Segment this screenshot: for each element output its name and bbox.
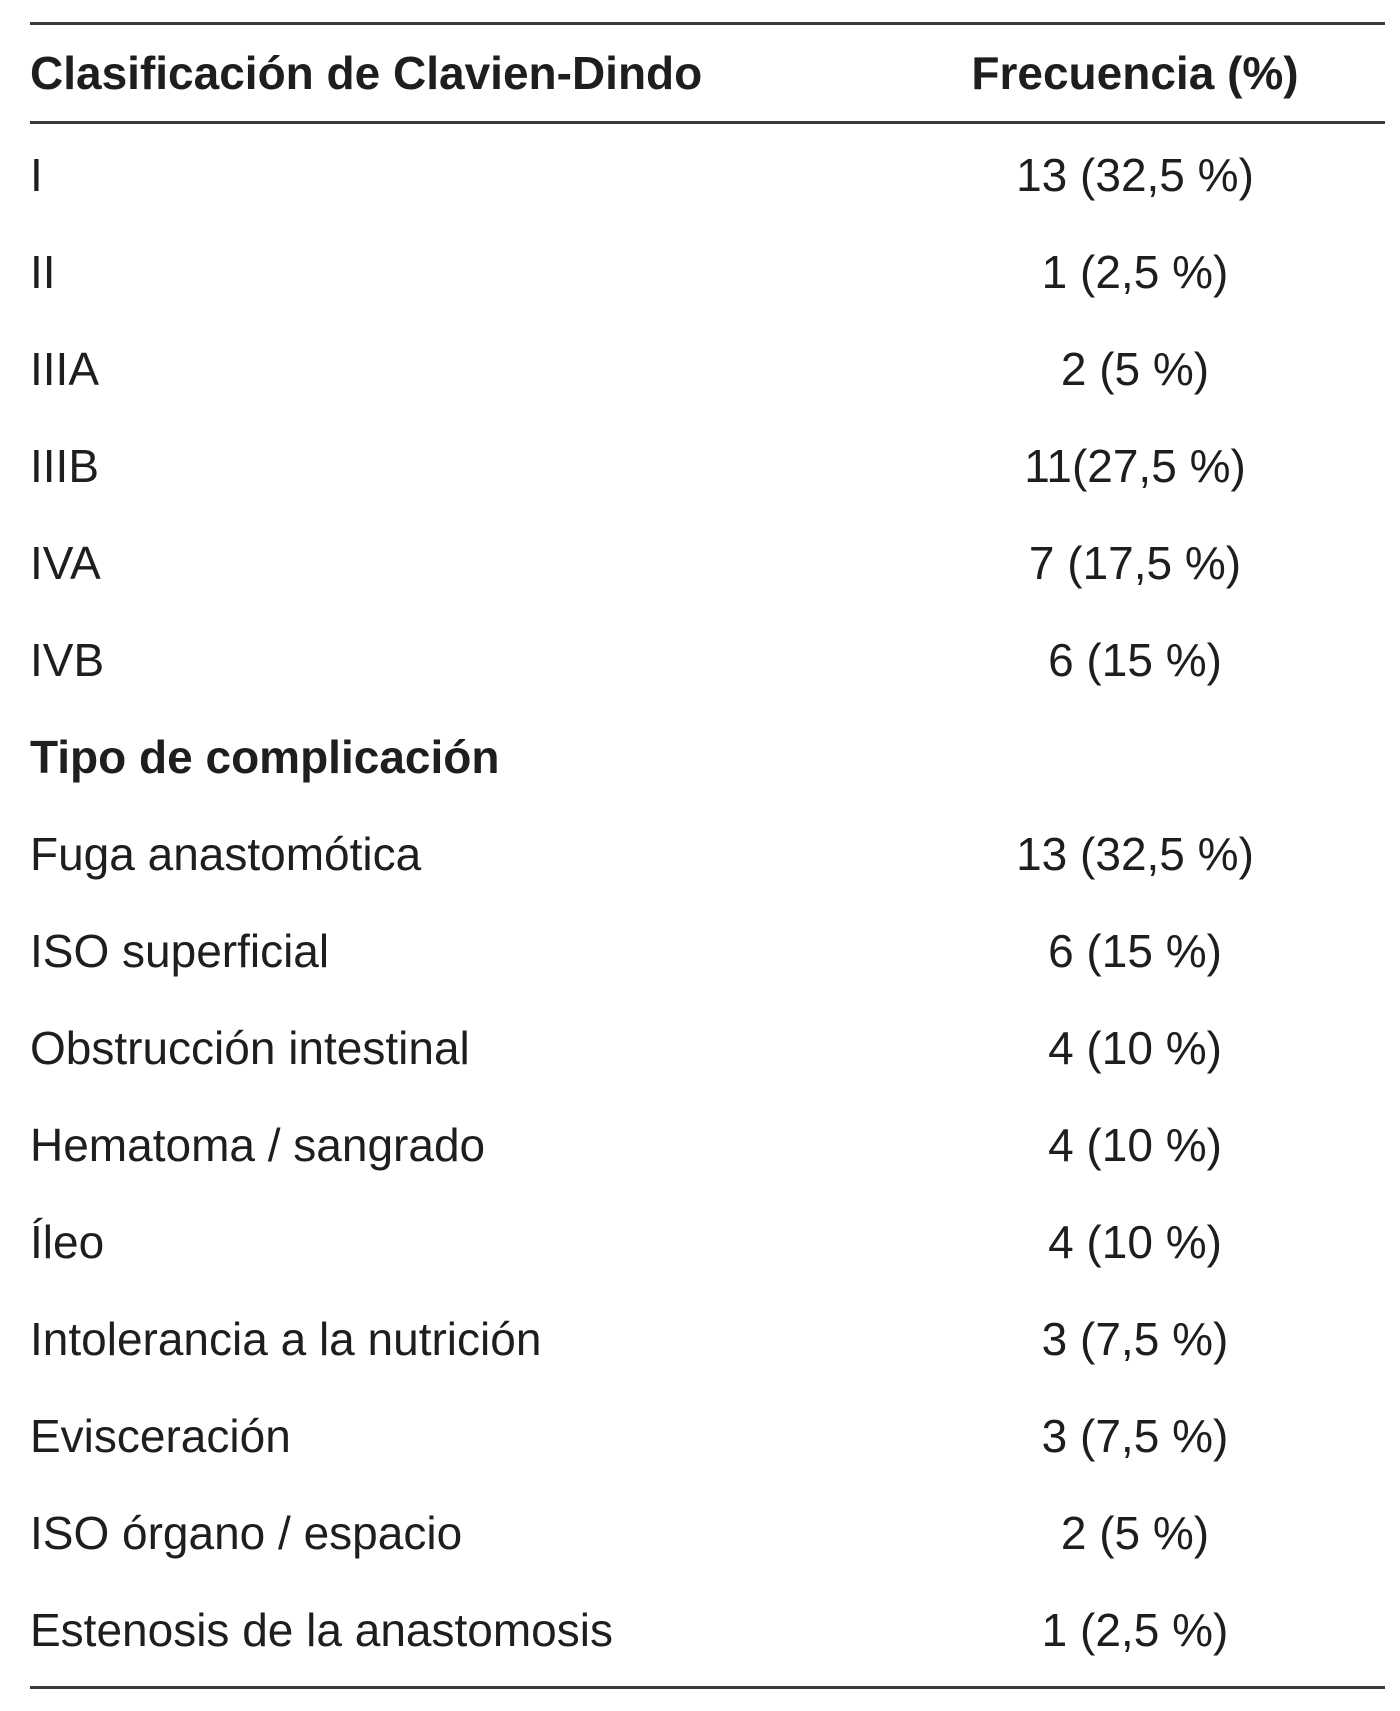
row-value: 2 (5 %) (1060, 342, 1210, 395)
section-heading-complication-type (30, 708, 1385, 805)
table-row (30, 902, 1385, 999)
row-label: Evisceración (30, 1409, 291, 1462)
row-label: Íleo (30, 1215, 105, 1268)
row-label: Obstrucción intestinal (30, 1021, 470, 1074)
table-row (30, 805, 1385, 902)
table-bottom-rule (30, 1686, 1385, 1689)
table-row (30, 1581, 1385, 1678)
row-value: 4 (10 %) (1048, 1118, 1222, 1171)
table-row (30, 999, 1385, 1096)
row-value: 11(27,5 %) (1024, 439, 1246, 492)
table-row (30, 126, 1385, 223)
row-label: Hematoma / sangrado (30, 1118, 486, 1171)
complications-table (30, 22, 1385, 1689)
row-label: II (30, 245, 56, 298)
row-label: ISO superficial (30, 924, 330, 977)
row-value: 13 (32,5 %) (1016, 827, 1254, 880)
row-label: IIIB (30, 439, 100, 492)
header-classification: Clasificación de Clavien-Dindo (30, 47, 703, 99)
row-value: 2 (5 %) (1060, 1506, 1210, 1559)
row-value: 1 (2,5 %) (1041, 245, 1229, 298)
header-frequency: Frecuencia (%) (971, 47, 1299, 99)
table-row (30, 1096, 1385, 1193)
table-row (30, 1484, 1385, 1581)
row-label: IVB (30, 633, 105, 686)
row-label: I (30, 148, 43, 201)
table-row (30, 223, 1385, 320)
row-value: 6 (15 %) (1048, 633, 1222, 686)
row-value: 13 (32,5 %) (1016, 148, 1254, 201)
row-label: IIIA (30, 342, 100, 395)
section-title: Tipo de complicación (30, 730, 500, 783)
row-label: IVA (30, 536, 101, 589)
row-label: Intolerancia a la nutrición (30, 1312, 542, 1365)
row-value: 6 (15 %) (1048, 924, 1222, 977)
row-value: 7 (17,5 %) (1028, 536, 1242, 589)
row-value: 1 (2,5 %) (1041, 1603, 1229, 1656)
table-row (30, 417, 1385, 514)
row-value: 3 (7,5 %) (1041, 1409, 1229, 1462)
row-value: 4 (10 %) (1048, 1021, 1222, 1074)
table-row (30, 320, 1385, 417)
table-body (30, 124, 1385, 1686)
row-value: 4 (10 %) (1048, 1215, 1222, 1268)
table-row (30, 611, 1385, 708)
table-row (30, 1290, 1385, 1387)
row-label: ISO órgano / espacio (30, 1506, 463, 1559)
table-row (30, 1193, 1385, 1290)
table-header-row (30, 25, 1385, 121)
row-label: Fuga anastomótica (30, 827, 422, 880)
row-label: Estenosis de la anastomosis (30, 1603, 613, 1656)
table-row (30, 514, 1385, 611)
row-value: 3 (7,5 %) (1041, 1312, 1229, 1365)
table-row (30, 1387, 1385, 1484)
